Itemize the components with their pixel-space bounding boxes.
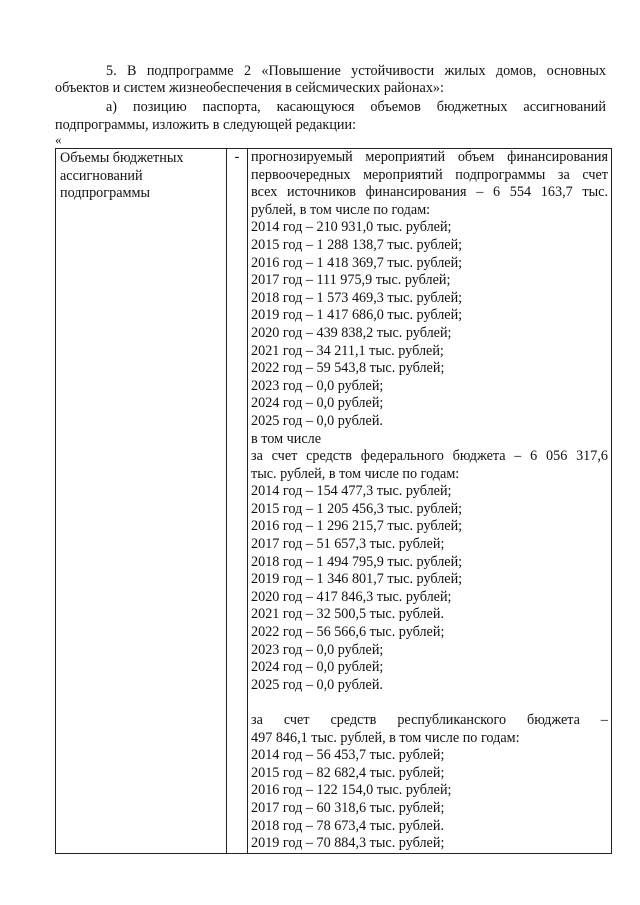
total-year-line: 2024 год – 0,0 рублей; (251, 395, 384, 412)
federal-year-line: 2015 год – 1 205 456,3 тыс. рублей; (251, 500, 463, 517)
total-line: первоочередных мероприятий подпрограммы за счет (251, 166, 608, 183)
label-line: Объемы бюджетных (60, 150, 184, 166)
label-cell (56, 149, 227, 854)
republic-year-line: 2015 год – 82 682,4 тыс. рублей; (251, 764, 445, 781)
total-year-line: 2019 год – 1 417 686,0 тыс. рублей; (251, 307, 463, 324)
republic-line: за счет средств республиканского бюджета – (251, 712, 608, 728)
intro-paragraph-line-1: 5. В подпрограмме 2 «Повышение устойчивости жилых домов, основных (106, 63, 606, 79)
federal-year-line: 2025 год – 0,0 рублей. (251, 676, 383, 693)
republic-year-line: 2019 год – 70 884,3 тыс. рублей; (251, 835, 445, 852)
total-year-line: 2023 год – 0,0 рублей; (251, 377, 384, 394)
federal-year-line: 2023 год – 0,0 рублей; (251, 641, 384, 658)
opening-quote-mark: « (55, 132, 62, 147)
total-year-line: 2017 год – 111 975,9 тыс. рублей; (251, 272, 451, 289)
including-label: в том числе (251, 430, 322, 447)
federal-year-line: 2020 год – 417 846,3 тыс. рублей; (251, 588, 452, 605)
federal-year-line: 2021 год – 32 500,5 тыс. рублей. (251, 606, 444, 623)
total-line: всех источников финансирования – 6 554 163,7 тыс. (251, 184, 608, 201)
republic-year-line: 2018 год – 78 673,4 тыс. рублей. (251, 817, 444, 834)
federal-year-line: 2018 год – 1 494 795,9 тыс. рублей; (251, 553, 463, 570)
total-year-line: 2014 год – 210 931,0 тыс. рублей; (251, 219, 452, 236)
total-year-line: 2022 год – 59 543,8 тыс. рублей; (251, 360, 445, 377)
label-line: ассигнований (60, 167, 143, 184)
total-line: прогнозируемый мероприятий объем финансирования (251, 149, 608, 165)
total-year-line: 2016 год – 1 418 369,7 тыс. рублей; (251, 254, 463, 271)
federal-year-line: 2017 год – 51 657,3 тыс. рублей; (251, 536, 445, 553)
table-row (56, 149, 612, 854)
content-cell (248, 149, 612, 854)
federal-year-line: 2024 год – 0,0 рублей; (251, 659, 384, 676)
republic-line: 497 846,1 тыс. рублей, в том числе по годам: (251, 729, 520, 746)
federal-year-line: 2019 год – 1 346 801,7 тыс. рублей; (251, 571, 463, 588)
intro-paragraph-line-3: а) позицию паспорта, касающуюся объемов бюджетных ассигнований (106, 99, 606, 115)
total-year-line: 2015 год – 1 288 138,7 тыс. рублей; (251, 236, 463, 253)
total-year-line: 2020 год – 439 838,2 тыс. рублей; (251, 324, 452, 341)
dash-cell (227, 149, 248, 854)
federal-line: тыс. рублей, в том числе по годам: (251, 465, 460, 482)
total-year-line: 2018 год – 1 573 469,3 тыс. рублей; (251, 289, 463, 306)
republic-year-line: 2014 год – 56 453,7 тыс. рублей; (251, 747, 445, 764)
dash-separator: - (234, 149, 240, 165)
total-year-line: 2021 год – 34 211,1 тыс. рублей; (251, 342, 444, 359)
total-year-line: 2025 год – 0,0 рублей. (251, 412, 383, 429)
blank-gap (251, 694, 608, 712)
intro-paragraph-line-4: подпрограммы, изложить в следующей редакции: (55, 117, 357, 133)
federal-line: за счет средств федерального бюджета – 6 056 317,6 (251, 448, 608, 465)
federal-year-line: 2014 год – 154 477,3 тыс. рублей; (251, 483, 452, 500)
total-line: рублей, в том числе по годам: (251, 201, 431, 218)
republic-year-line: 2016 год – 122 154,0 тыс. рублей; (251, 782, 452, 799)
label-line: подпрограммы (60, 185, 150, 202)
federal-year-line: 2022 год – 56 566,6 тыс. рублей; (251, 624, 445, 641)
intro-paragraph-line-2: объектов и систем жизнеобеспечения в сейсмических районах»: (55, 80, 444, 96)
federal-year-line: 2016 год – 1 296 215,7 тыс. рублей; (251, 518, 463, 535)
passport-table (55, 148, 612, 854)
republic-year-line: 2017 год – 60 318,6 тыс. рублей; (251, 799, 445, 816)
